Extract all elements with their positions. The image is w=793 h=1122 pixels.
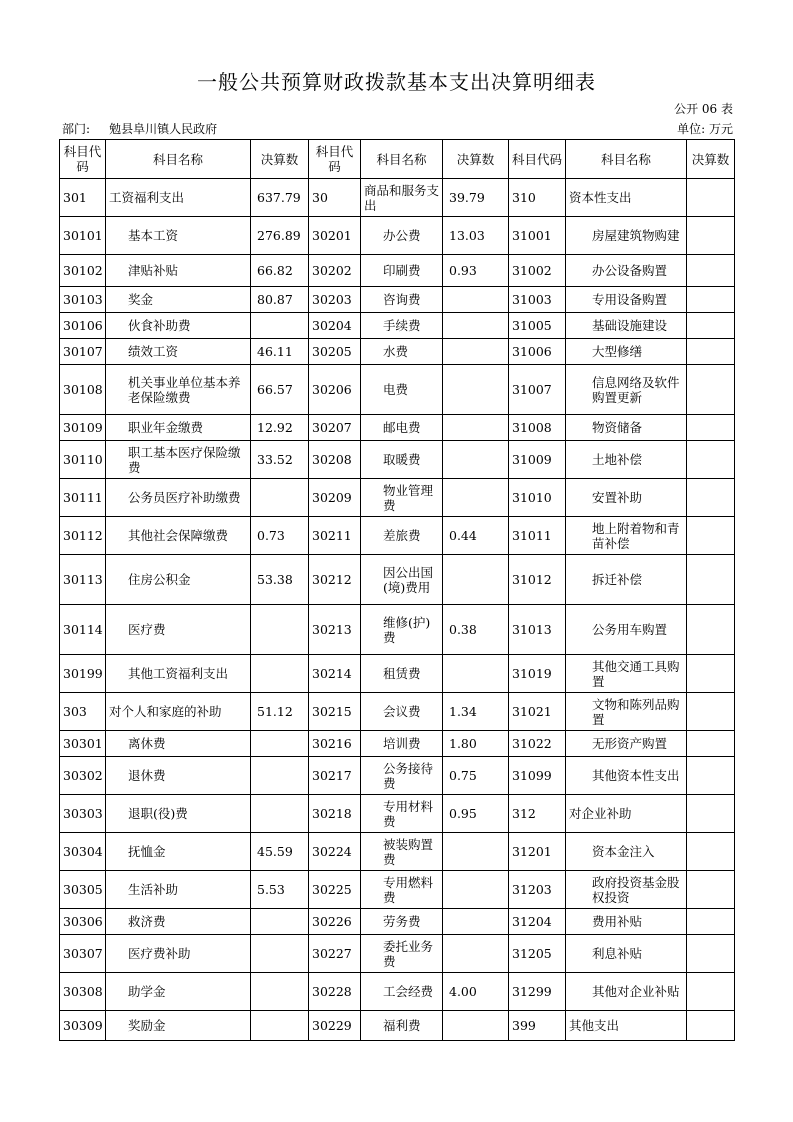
subject-name: 公务员医疗补助缴费 <box>106 479 251 517</box>
amount: 5.53 <box>251 871 309 909</box>
table-row <box>60 655 735 693</box>
subject-name: 费用补贴 <box>566 909 687 935</box>
subject-code: 30102 <box>60 255 106 287</box>
amount: 0.38 <box>443 605 509 655</box>
subject-code: 399 <box>509 1011 566 1041</box>
amount <box>687 935 735 973</box>
amount <box>687 909 735 935</box>
amount <box>687 517 735 555</box>
table-number: 公开 06 表 <box>674 102 733 116</box>
subject-code: 303 <box>60 693 106 731</box>
subject-code: 30207 <box>309 415 361 441</box>
amount <box>251 313 309 339</box>
subject-code: 30203 <box>309 287 361 313</box>
table-header-row <box>60 140 735 179</box>
amount: 66.57 <box>251 365 309 415</box>
subject-name: 专用燃料费 <box>361 871 443 909</box>
table-row <box>60 1011 735 1041</box>
amount <box>687 313 735 339</box>
subject-name: 对企业补助 <box>566 795 687 833</box>
subject-code: 30229 <box>309 1011 361 1041</box>
amount <box>443 555 509 605</box>
subject-name: 退职(役)费 <box>106 795 251 833</box>
amount <box>687 871 735 909</box>
subject-name: 印刷费 <box>361 255 443 287</box>
amount <box>687 179 735 217</box>
table-row <box>60 555 735 605</box>
subject-code: 31005 <box>509 313 566 339</box>
subject-code: 30214 <box>309 655 361 693</box>
subject-code: 30301 <box>60 731 106 757</box>
subject-code: 30226 <box>309 909 361 935</box>
amount: 13.03 <box>443 217 509 255</box>
subject-code: 31019 <box>509 655 566 693</box>
subject-code: 30225 <box>309 871 361 909</box>
subject-code: 30113 <box>60 555 106 605</box>
amount <box>443 833 509 871</box>
amount: 0.73 <box>251 517 309 555</box>
subject-name: 助学金 <box>106 973 251 1011</box>
amount <box>687 973 735 1011</box>
subject-code: 30201 <box>309 217 361 255</box>
subject-name: 办公设备购置 <box>566 255 687 287</box>
subject-code: 30224 <box>309 833 361 871</box>
amount <box>687 731 735 757</box>
subject-name: 生活补助 <box>106 871 251 909</box>
amount <box>251 909 309 935</box>
amount <box>443 365 509 415</box>
subject-name: 离休费 <box>106 731 251 757</box>
subject-name: 职业年金缴费 <box>106 415 251 441</box>
subject-name: 无形资产购置 <box>566 731 687 757</box>
table-row <box>60 833 735 871</box>
subject-code: 30305 <box>60 871 106 909</box>
amount: 0.44 <box>443 517 509 555</box>
subject-name: 其他支出 <box>566 1011 687 1041</box>
subject-code: 31003 <box>509 287 566 313</box>
subject-code: 31205 <box>509 935 566 973</box>
amount <box>687 833 735 871</box>
subject-code: 30213 <box>309 605 361 655</box>
subject-name: 福利费 <box>361 1011 443 1041</box>
amount: 4.00 <box>443 973 509 1011</box>
subject-name: 其他交通工具购置 <box>566 655 687 693</box>
subject-code: 31008 <box>509 415 566 441</box>
amount <box>251 731 309 757</box>
amount: 12.92 <box>251 415 309 441</box>
table-row <box>60 179 735 217</box>
column-header: 科目代码 <box>509 140 566 179</box>
subject-name: 职工基本医疗保险缴费 <box>106 441 251 479</box>
subject-name: 利息补贴 <box>566 935 687 973</box>
subject-name: 资本性支出 <box>566 179 687 217</box>
column-header: 科目代码 <box>309 140 361 179</box>
amount <box>443 479 509 517</box>
subject-name: 土地补偿 <box>566 441 687 479</box>
subject-code: 30309 <box>60 1011 106 1041</box>
amount <box>687 365 735 415</box>
amount: 637.79 <box>251 179 309 217</box>
subject-code: 31007 <box>509 365 566 415</box>
subject-name: 救济费 <box>106 909 251 935</box>
subject-name: 奖金 <box>106 287 251 313</box>
subject-name: 专用设备购置 <box>566 287 687 313</box>
subject-code: 30110 <box>60 441 106 479</box>
subject-name: 被装购置费 <box>361 833 443 871</box>
subject-code: 30 <box>309 179 361 217</box>
subject-code: 31201 <box>509 833 566 871</box>
subject-name: 津贴补贴 <box>106 255 251 287</box>
subject-code: 30217 <box>309 757 361 795</box>
subject-name: 机关事业单位基本养老保险缴费 <box>106 365 251 415</box>
subject-name: 文物和陈列品购置 <box>566 693 687 731</box>
subject-name: 基本工资 <box>106 217 251 255</box>
subject-name: 手续费 <box>361 313 443 339</box>
subject-code: 30199 <box>60 655 106 693</box>
amount: 0.95 <box>443 795 509 833</box>
column-header: 科目名称 <box>106 140 251 179</box>
amount: 33.52 <box>251 441 309 479</box>
amount <box>687 217 735 255</box>
subject-code: 30228 <box>309 973 361 1011</box>
subject-name: 其他资本性支出 <box>566 757 687 795</box>
subject-name: 公务用车购置 <box>566 605 687 655</box>
subject-name: 抚恤金 <box>106 833 251 871</box>
subject-name: 绩效工资 <box>106 339 251 365</box>
subject-name: 办公费 <box>361 217 443 255</box>
amount <box>443 935 509 973</box>
subject-code: 31204 <box>509 909 566 935</box>
amount <box>251 935 309 973</box>
subject-code: 30202 <box>309 255 361 287</box>
subject-name: 资本金注入 <box>566 833 687 871</box>
amount: 0.93 <box>443 255 509 287</box>
table-row <box>60 757 735 795</box>
subject-code: 30216 <box>309 731 361 757</box>
subject-code: 30227 <box>309 935 361 973</box>
subject-code: 30101 <box>60 217 106 255</box>
subject-name: 地上附着物和青苗补偿 <box>566 517 687 555</box>
amount <box>251 757 309 795</box>
amount: 66.82 <box>251 255 309 287</box>
subject-name: 因公出国(境)费用 <box>361 555 443 605</box>
subject-code: 30107 <box>60 339 106 365</box>
subject-name: 其他工资福利支出 <box>106 655 251 693</box>
subject-code: 301 <box>60 179 106 217</box>
subject-name: 会议费 <box>361 693 443 731</box>
subject-code: 30206 <box>309 365 361 415</box>
table-body <box>60 179 735 1041</box>
subject-name: 大型修缮 <box>566 339 687 365</box>
column-header: 科目名称 <box>361 140 443 179</box>
amount <box>687 339 735 365</box>
amount: 80.87 <box>251 287 309 313</box>
table-row <box>60 693 735 731</box>
subject-name: 工资福利支出 <box>106 179 251 217</box>
subject-name: 培训费 <box>361 731 443 757</box>
subject-code: 30303 <box>60 795 106 833</box>
subject-code: 30106 <box>60 313 106 339</box>
subject-code: 30306 <box>60 909 106 935</box>
amount <box>687 415 735 441</box>
unit-label: 单位: 万元 <box>677 122 733 136</box>
subject-code: 31099 <box>509 757 566 795</box>
amount <box>687 655 735 693</box>
subject-code: 310 <box>509 179 566 217</box>
table-row <box>60 441 735 479</box>
subject-code: 31203 <box>509 871 566 909</box>
amount <box>687 693 735 731</box>
amount <box>687 441 735 479</box>
subject-name: 医疗费 <box>106 605 251 655</box>
column-header: 决算数 <box>251 140 309 179</box>
amount <box>687 287 735 313</box>
subject-code: 312 <box>509 795 566 833</box>
subject-code: 31009 <box>509 441 566 479</box>
amount <box>443 313 509 339</box>
amount <box>443 441 509 479</box>
subject-name: 电费 <box>361 365 443 415</box>
subject-name: 物资储备 <box>566 415 687 441</box>
amount <box>687 255 735 287</box>
subject-name: 退休费 <box>106 757 251 795</box>
subject-code: 31002 <box>509 255 566 287</box>
subject-name: 其他社会保障缴费 <box>106 517 251 555</box>
page-title: 一般公共预算财政拨款基本支出决算明细表 <box>197 70 596 94</box>
subject-name: 租赁费 <box>361 655 443 693</box>
subject-name: 商品和服务支出 <box>361 179 443 217</box>
table-row <box>60 973 735 1011</box>
amount <box>443 871 509 909</box>
amount: 276.89 <box>251 217 309 255</box>
subject-code: 31010 <box>509 479 566 517</box>
subject-name: 委托业务费 <box>361 935 443 973</box>
table-row <box>60 217 735 255</box>
amount <box>443 655 509 693</box>
subject-name: 政府投资基金股权投资 <box>566 871 687 909</box>
subject-code: 30103 <box>60 287 106 313</box>
amount <box>687 795 735 833</box>
amount: 39.79 <box>443 179 509 217</box>
subject-name: 伙食补助费 <box>106 313 251 339</box>
subject-code: 30304 <box>60 833 106 871</box>
subject-name: 劳务费 <box>361 909 443 935</box>
table-row <box>60 255 735 287</box>
subject-name: 公务接待费 <box>361 757 443 795</box>
subject-code: 31299 <box>509 973 566 1011</box>
subject-name: 房屋建筑物购建 <box>566 217 687 255</box>
subject-code: 30302 <box>60 757 106 795</box>
amount: 53.38 <box>251 555 309 605</box>
table-row <box>60 731 735 757</box>
subject-name: 基础设施建设 <box>566 313 687 339</box>
table-row <box>60 339 735 365</box>
amount: 51.12 <box>251 693 309 731</box>
subject-code: 31012 <box>509 555 566 605</box>
subject-code: 30114 <box>60 605 106 655</box>
table-row <box>60 909 735 935</box>
subject-code: 31013 <box>509 605 566 655</box>
subject-code: 30111 <box>60 479 106 517</box>
department-label: 部门: <box>62 122 91 136</box>
subject-code: 30204 <box>309 313 361 339</box>
amount <box>443 287 509 313</box>
amount <box>443 415 509 441</box>
amount: 1.34 <box>443 693 509 731</box>
table-row <box>60 365 735 415</box>
table-row <box>60 415 735 441</box>
subject-code: 31006 <box>509 339 566 365</box>
expenditure-table <box>59 139 735 1041</box>
table-row <box>60 479 735 517</box>
amount: 45.59 <box>251 833 309 871</box>
subject-name: 住房公积金 <box>106 555 251 605</box>
subject-code: 30112 <box>60 517 106 555</box>
subject-name: 对个人和家庭的补助 <box>106 693 251 731</box>
column-header: 科目名称 <box>566 140 687 179</box>
column-header: 科目代码 <box>60 140 106 179</box>
amount <box>687 1011 735 1041</box>
amount: 46.11 <box>251 339 309 365</box>
subject-name: 信息网络及软件购置更新 <box>566 365 687 415</box>
amount <box>443 1011 509 1041</box>
department <box>62 120 217 137</box>
subject-code: 31001 <box>509 217 566 255</box>
subject-name: 安置补助 <box>566 479 687 517</box>
subject-code: 30211 <box>309 517 361 555</box>
subject-name: 专用材料费 <box>361 795 443 833</box>
subject-code: 30307 <box>60 935 106 973</box>
subject-name: 奖励金 <box>106 1011 251 1041</box>
department-name: 勉县阜川镇人民政府 <box>109 122 218 136</box>
subject-name: 工会经费 <box>361 973 443 1011</box>
amount: 1.80 <box>443 731 509 757</box>
column-header: 决算数 <box>687 140 735 179</box>
subject-code: 30218 <box>309 795 361 833</box>
amount <box>687 479 735 517</box>
table-row <box>60 871 735 909</box>
subject-name: 医疗费补助 <box>106 935 251 973</box>
subject-code: 30109 <box>60 415 106 441</box>
subject-code: 31011 <box>509 517 566 555</box>
table-row <box>60 935 735 973</box>
table-row <box>60 795 735 833</box>
subject-code: 30205 <box>309 339 361 365</box>
amount <box>443 909 509 935</box>
amount <box>251 655 309 693</box>
amount <box>251 1011 309 1041</box>
subject-code: 30212 <box>309 555 361 605</box>
subject-code: 30209 <box>309 479 361 517</box>
subject-name: 拆迁补偿 <box>566 555 687 605</box>
amount <box>687 605 735 655</box>
table-row <box>60 313 735 339</box>
amount: 0.75 <box>443 757 509 795</box>
subject-name: 取暖费 <box>361 441 443 479</box>
subject-name: 维修(护)费 <box>361 605 443 655</box>
subject-name: 物业管理费 <box>361 479 443 517</box>
subject-code: 31021 <box>509 693 566 731</box>
amount <box>251 795 309 833</box>
subject-name: 咨询费 <box>361 287 443 313</box>
amount <box>443 339 509 365</box>
subject-code: 30215 <box>309 693 361 731</box>
amount <box>251 973 309 1011</box>
table-row <box>60 605 735 655</box>
subject-name: 其他对企业补贴 <box>566 973 687 1011</box>
subject-code: 30208 <box>309 441 361 479</box>
subject-code: 31022 <box>509 731 566 757</box>
subject-name: 邮电费 <box>361 415 443 441</box>
amount <box>687 555 735 605</box>
column-header: 决算数 <box>443 140 509 179</box>
subject-code: 30308 <box>60 973 106 1011</box>
amount <box>251 479 309 517</box>
subject-name: 水费 <box>361 339 443 365</box>
amount <box>251 605 309 655</box>
subject-name: 差旅费 <box>361 517 443 555</box>
subject-code: 30108 <box>60 365 106 415</box>
amount <box>687 757 735 795</box>
table-row <box>60 287 735 313</box>
table-row <box>60 517 735 555</box>
